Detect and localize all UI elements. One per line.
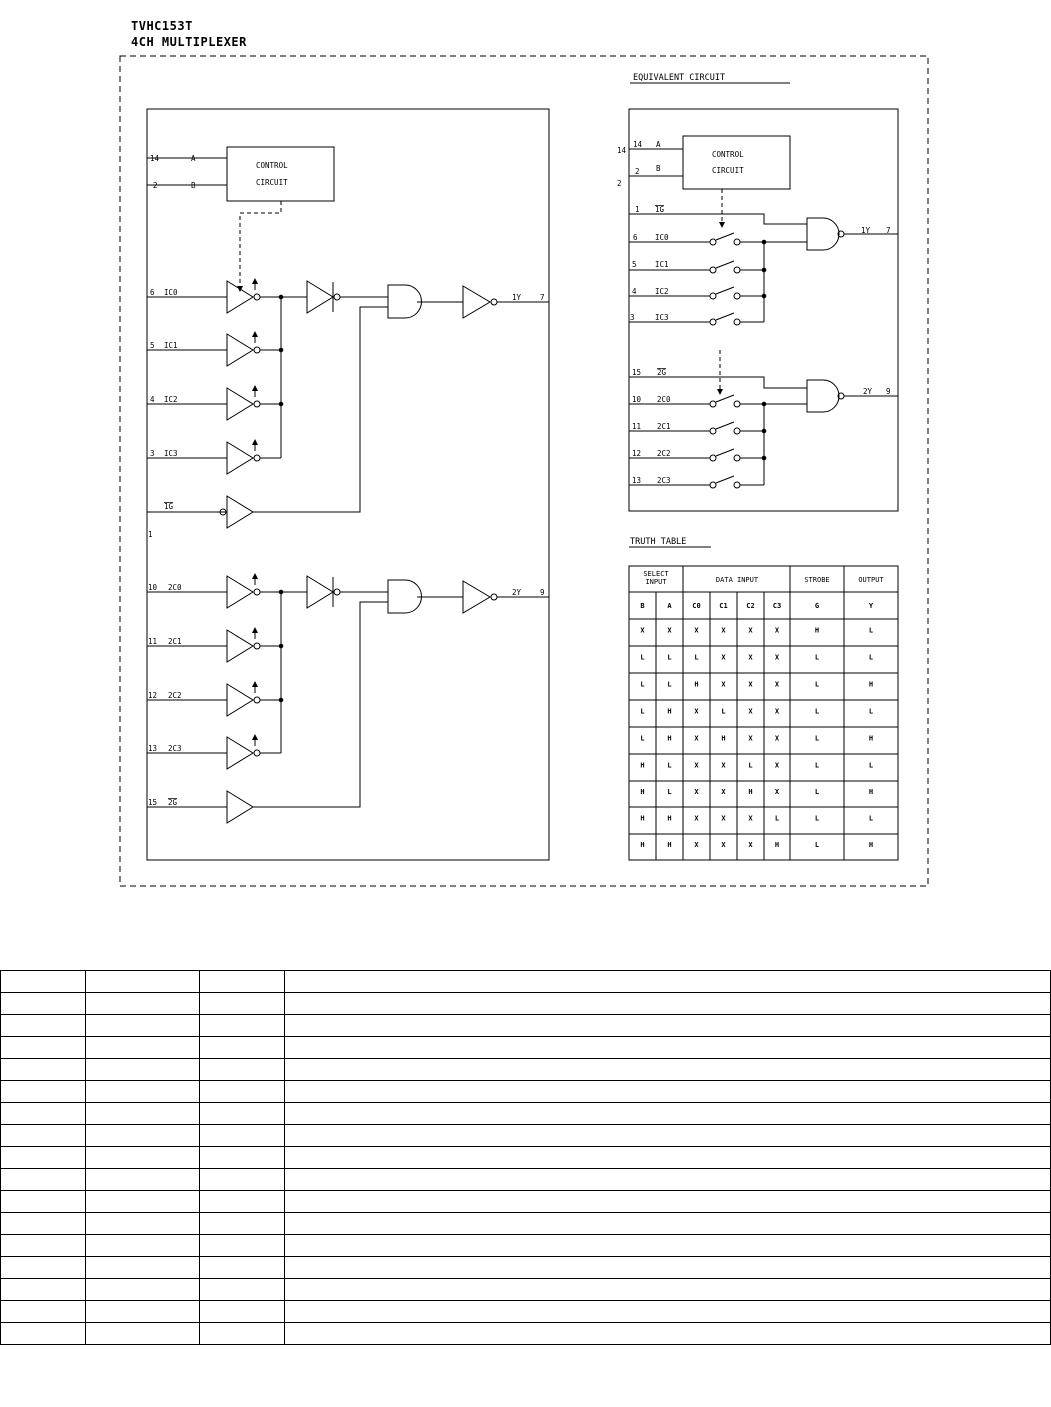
truth-table-cell: X <box>774 680 780 689</box>
group2-buffers <box>147 576 549 823</box>
strobe-header: STROBE <box>804 576 830 584</box>
control-circuit-box <box>227 147 334 201</box>
truth-table-cell: L <box>640 707 645 716</box>
pin-name: 2C1 <box>168 637 182 646</box>
table-cell <box>200 1301 285 1323</box>
output-label: 2Y <box>863 387 873 396</box>
table-cell <box>200 1257 285 1279</box>
truth-table-cell: L <box>667 653 672 662</box>
table-row <box>1 1081 1051 1103</box>
table-cell <box>285 1103 1051 1125</box>
pin-name: IC0 <box>655 233 669 242</box>
truth-table-cell: L <box>774 814 780 823</box>
truth-table-cell: H <box>667 707 672 716</box>
truth-table-cell: H <box>640 814 645 823</box>
table-cell <box>200 1191 285 1213</box>
table-cell <box>1 1037 86 1059</box>
pin-name: 2C0 <box>168 583 182 592</box>
truth-table-cell: X <box>748 814 753 823</box>
table-cell <box>285 1257 1051 1279</box>
truth-table-cell: X <box>721 841 726 849</box>
control-circuit-line2: CIRCUIT <box>256 178 288 187</box>
pin-label: 3 <box>630 313 635 322</box>
table-row <box>1 1213 1051 1235</box>
table-cell <box>86 1147 200 1169</box>
table-row <box>1 1103 1051 1125</box>
table-row <box>1 1125 1051 1147</box>
pin-description-table <box>0 970 1051 1345</box>
truth-table-cell: X <box>774 626 780 635</box>
pin-label: 10 <box>632 395 642 404</box>
table-cell <box>200 1125 285 1147</box>
truth-table-cell: X <box>748 841 753 849</box>
table-cell <box>285 1301 1051 1323</box>
table-cell <box>1 1059 86 1081</box>
table-cell <box>200 1235 285 1257</box>
table-row <box>1 1235 1051 1257</box>
table-row <box>1 1015 1051 1037</box>
truth-table-header <box>643 570 884 586</box>
truth-table-cell: H <box>640 761 645 770</box>
table-cell <box>86 1279 200 1301</box>
table-cell <box>86 1191 200 1213</box>
truth-table-cell: L <box>868 814 874 823</box>
pin-name: IC2 <box>164 395 178 404</box>
logic-diagram-border <box>147 109 549 860</box>
external-pin-label: 2 <box>617 179 622 188</box>
truth-table-column-header: C0 <box>692 602 701 610</box>
select-input-header-line2: INPUT <box>645 578 667 586</box>
truth-table-cell: L <box>868 626 874 635</box>
table-row <box>1 1191 1051 1213</box>
pin-name: 2C3 <box>168 744 182 753</box>
table-cell <box>285 1125 1051 1147</box>
truth-table-cell: L <box>667 761 672 770</box>
truth-table-cell: H <box>721 734 726 743</box>
output-label: 2Y <box>512 588 522 597</box>
table-cell <box>86 1059 200 1081</box>
table-cell <box>200 1323 285 1345</box>
truth-table-cell: L <box>640 680 645 689</box>
truth-table-cell: X <box>694 814 699 823</box>
part-number: TVHC153T <box>131 19 193 33</box>
pin-label: 15 <box>148 798 158 807</box>
truth-table-cell: X <box>774 761 780 770</box>
truth-table-cell: L <box>814 841 820 849</box>
pin-label: 5 <box>632 260 637 269</box>
pin-label: 2 <box>153 181 158 190</box>
pin-label: 9 <box>540 588 545 597</box>
table-cell <box>200 1147 285 1169</box>
pin-label: 14 <box>633 140 643 149</box>
pin-name: IC1 <box>164 341 178 350</box>
outer-dashed-frame <box>120 56 928 886</box>
table-cell <box>285 1235 1051 1257</box>
output-label: 1Y <box>512 293 522 302</box>
table-cell <box>1 1015 86 1037</box>
truth-table-cell: L <box>814 761 820 770</box>
table-cell <box>1 1213 86 1235</box>
table-cell <box>86 1015 200 1037</box>
truth-table-cell: L <box>640 734 645 743</box>
table-cell <box>285 1147 1051 1169</box>
truth-table-cell: L <box>814 680 820 689</box>
table-cell <box>200 993 285 1015</box>
pin-label: 4 <box>150 395 155 404</box>
truth-table-cell: X <box>748 707 753 716</box>
table-row <box>1 1257 1051 1279</box>
control-circuit-line1: CONTROL <box>256 161 288 170</box>
table-cell <box>1 1169 86 1191</box>
table-cell <box>200 1279 285 1301</box>
pin-label: 12 <box>148 691 158 700</box>
select-input-header-line1: SELECT <box>643 570 669 578</box>
table-cell <box>1 1257 86 1279</box>
table-cell <box>1 1301 86 1323</box>
table-row <box>1 1037 1051 1059</box>
truth-table-column-header: C3 <box>772 602 782 610</box>
truth-table-cell: L <box>868 653 874 662</box>
pin-label: 13 <box>632 476 642 485</box>
pin-name: 2C2 <box>168 691 182 700</box>
table-row <box>1 1059 1051 1081</box>
pin-label: 1 <box>148 530 153 539</box>
table-cell <box>285 1037 1051 1059</box>
strobe-label: 2G <box>168 798 178 807</box>
pin-name: IC2 <box>655 287 669 296</box>
truth-table-cell: H <box>640 788 645 796</box>
table-cell <box>285 1015 1051 1037</box>
truth-table-cell: X <box>667 626 672 635</box>
pin-name: IC3 <box>164 449 178 458</box>
truth-table-cell: H <box>694 680 699 689</box>
pin-label: 6 <box>150 288 155 297</box>
truth-table-cell: L <box>748 761 753 770</box>
table-cell <box>86 1081 200 1103</box>
pin-label: 7 <box>886 226 891 235</box>
table-row <box>1 1169 1051 1191</box>
table-cell <box>86 1257 200 1279</box>
pin-name: 2C0 <box>657 395 671 404</box>
table-cell <box>285 1213 1051 1235</box>
strobe-label: 1G <box>164 502 174 511</box>
table-cell <box>86 1125 200 1147</box>
table-cell <box>285 1279 1051 1301</box>
truth-table-cell: L <box>667 680 672 689</box>
truth-table-cell: X <box>694 788 699 796</box>
logic-diagram-labels <box>148 154 545 807</box>
truth-table-cell: X <box>721 680 726 689</box>
truth-table-cell: X <box>774 653 780 662</box>
pin-label: 3 <box>150 449 155 458</box>
pin-label: 11 <box>148 637 158 646</box>
truth-table-cell: L <box>814 734 820 743</box>
table-row <box>1 993 1051 1015</box>
control-circuit-line2: CIRCUIT <box>712 166 744 175</box>
pin-name: IC1 <box>655 260 669 269</box>
truth-table-column-header: B <box>640 602 645 610</box>
table-row <box>1 1147 1051 1169</box>
equivalent-circuit-labels <box>617 140 891 485</box>
pin-label: 4 <box>632 287 637 296</box>
pin-label: 5 <box>150 341 155 350</box>
table-cell <box>200 1169 285 1191</box>
data-input-header: DATA INPUT <box>715 576 759 584</box>
equivalent-circuit-title: EQUIVALENT CIRCUIT <box>633 73 726 83</box>
truth-table-cell: H <box>640 841 645 849</box>
truth-table-cell: H <box>667 814 672 823</box>
table-cell <box>86 1235 200 1257</box>
table-cell <box>86 1213 200 1235</box>
truth-table-cell: X <box>748 653 753 662</box>
table-cell <box>200 1059 285 1081</box>
truth-table-cell: H <box>667 841 672 849</box>
truth-table-cell: L <box>721 707 726 716</box>
strobe-label: 1G <box>655 205 665 214</box>
table-cell <box>86 993 200 1015</box>
table-cell <box>1 1235 86 1257</box>
table-cell <box>200 971 285 993</box>
table-cell <box>285 1081 1051 1103</box>
table-cell <box>86 1037 200 1059</box>
truth-table-cell: H <box>868 841 874 849</box>
pin-label: 2 <box>635 167 640 176</box>
pin-name: IC0 <box>164 288 178 297</box>
pin-label: 13 <box>148 744 158 753</box>
table-cell <box>200 1103 285 1125</box>
truth-table-column-header: C2 <box>746 602 755 610</box>
truth-table-cell: X <box>774 734 780 743</box>
table-cell <box>285 971 1051 993</box>
table-cell <box>285 1191 1051 1213</box>
table-cell <box>285 1169 1051 1191</box>
truth-table-column-header: Y <box>868 602 874 610</box>
table-cell <box>86 1323 200 1345</box>
table-cell <box>1 1279 86 1301</box>
pin-label: 12 <box>632 449 642 458</box>
table-row <box>1 1323 1051 1345</box>
table-row <box>1 1301 1051 1323</box>
table-cell <box>1 1081 86 1103</box>
logic-diagram <box>147 109 549 860</box>
table-row <box>1 971 1051 993</box>
pin-label: 15 <box>632 368 642 377</box>
truth-table-cell: L <box>868 761 874 770</box>
truth-table-cell: H <box>868 680 874 689</box>
table-cell <box>200 1081 285 1103</box>
truth-table-cell: X <box>721 626 726 635</box>
truth-table-cell: X <box>721 653 726 662</box>
table-cell <box>200 1015 285 1037</box>
control-circuit-box <box>683 136 790 189</box>
switch-bank-2 <box>629 377 898 488</box>
table-cell <box>86 1103 200 1125</box>
table-cell <box>1 1191 86 1213</box>
pin-label: 10 <box>148 583 158 592</box>
truth-table-column-header: A <box>667 602 672 610</box>
table-cell <box>1 1147 86 1169</box>
table-cell <box>86 1169 200 1191</box>
pin-label: 7 <box>540 293 545 302</box>
truth-table-cell: X <box>774 788 780 796</box>
strobe-label: 2G <box>657 368 667 377</box>
truth-table-cell: X <box>694 761 699 770</box>
truth-table-cell: H <box>667 734 672 743</box>
pin-name: B <box>656 164 661 173</box>
table-cell <box>1 993 86 1015</box>
truth-table-cell: X <box>748 626 753 635</box>
truth-table-cell: X <box>640 626 645 635</box>
truth-table-cell: X <box>748 734 753 743</box>
external-pin-label: 14 <box>617 146 627 155</box>
pin-name: A <box>191 154 196 163</box>
truth-table-column-header: C1 <box>719 602 728 610</box>
pin-label: 11 <box>632 422 642 431</box>
output-label: 1Y <box>861 226 871 235</box>
truth-table-cell: X <box>721 788 726 796</box>
truth-table-cells <box>640 602 874 849</box>
table-cell <box>200 1213 285 1235</box>
truth-table-cell: L <box>814 814 820 823</box>
truth-table-column-header: G <box>814 602 820 610</box>
pin-name: A <box>656 140 661 149</box>
table-row <box>1 1279 1051 1301</box>
truth-table-cell: L <box>640 653 645 662</box>
group1-buffers <box>147 281 549 528</box>
truth-table-cell: X <box>721 814 726 823</box>
truth-table-cell: L <box>814 653 820 662</box>
truth-table-cell: X <box>694 734 699 743</box>
truth-table-cell: X <box>721 761 726 770</box>
output-header: OUTPUT <box>858 576 884 584</box>
table-cell <box>1 1103 86 1125</box>
truth-table-cell: H <box>814 626 820 635</box>
pin-name: 2C1 <box>657 422 671 431</box>
truth-table-cell: L <box>814 707 820 716</box>
truth-table-cell: X <box>694 626 699 635</box>
switch-bank-1 <box>629 214 898 325</box>
table-cell <box>1 1323 86 1345</box>
table-cell <box>200 1037 285 1059</box>
truth-table-cell: L <box>868 707 874 716</box>
pin-label: 9 <box>886 387 891 396</box>
truth-table-cell: X <box>694 707 699 716</box>
truth-table-title: TRUTH TABLE <box>630 537 687 547</box>
truth-table-cell: X <box>774 707 780 716</box>
table-cell <box>1 971 86 993</box>
pin-label: 14 <box>150 154 160 163</box>
control-circuit-line1: CONTROL <box>712 150 744 159</box>
truth-table-cell: X <box>694 841 699 849</box>
truth-table-cell: L <box>694 653 699 662</box>
pin-name: B <box>191 181 196 190</box>
table-cell <box>86 971 200 993</box>
pin-name: 2C2 <box>657 449 671 458</box>
truth-table-cell: H <box>774 841 780 849</box>
part-description: 4CH MULTIPLEXER <box>131 35 247 49</box>
pin-label: 1 <box>635 205 640 214</box>
truth-table-cell: X <box>748 680 753 689</box>
table-cell <box>285 1323 1051 1345</box>
table-cell <box>285 993 1051 1015</box>
table-cell <box>1 1125 86 1147</box>
pin-label: 6 <box>633 233 638 242</box>
truth-table-cell: H <box>748 788 753 796</box>
truth-table-cell: L <box>814 788 820 796</box>
truth-table-cell: H <box>868 734 874 743</box>
pin-name: IC3 <box>655 313 669 322</box>
table-cell <box>86 1301 200 1323</box>
pin-name: 2C3 <box>657 476 671 485</box>
table-cell <box>285 1059 1051 1081</box>
truth-table-cell: L <box>667 788 672 796</box>
truth-table-cell: H <box>868 788 874 796</box>
